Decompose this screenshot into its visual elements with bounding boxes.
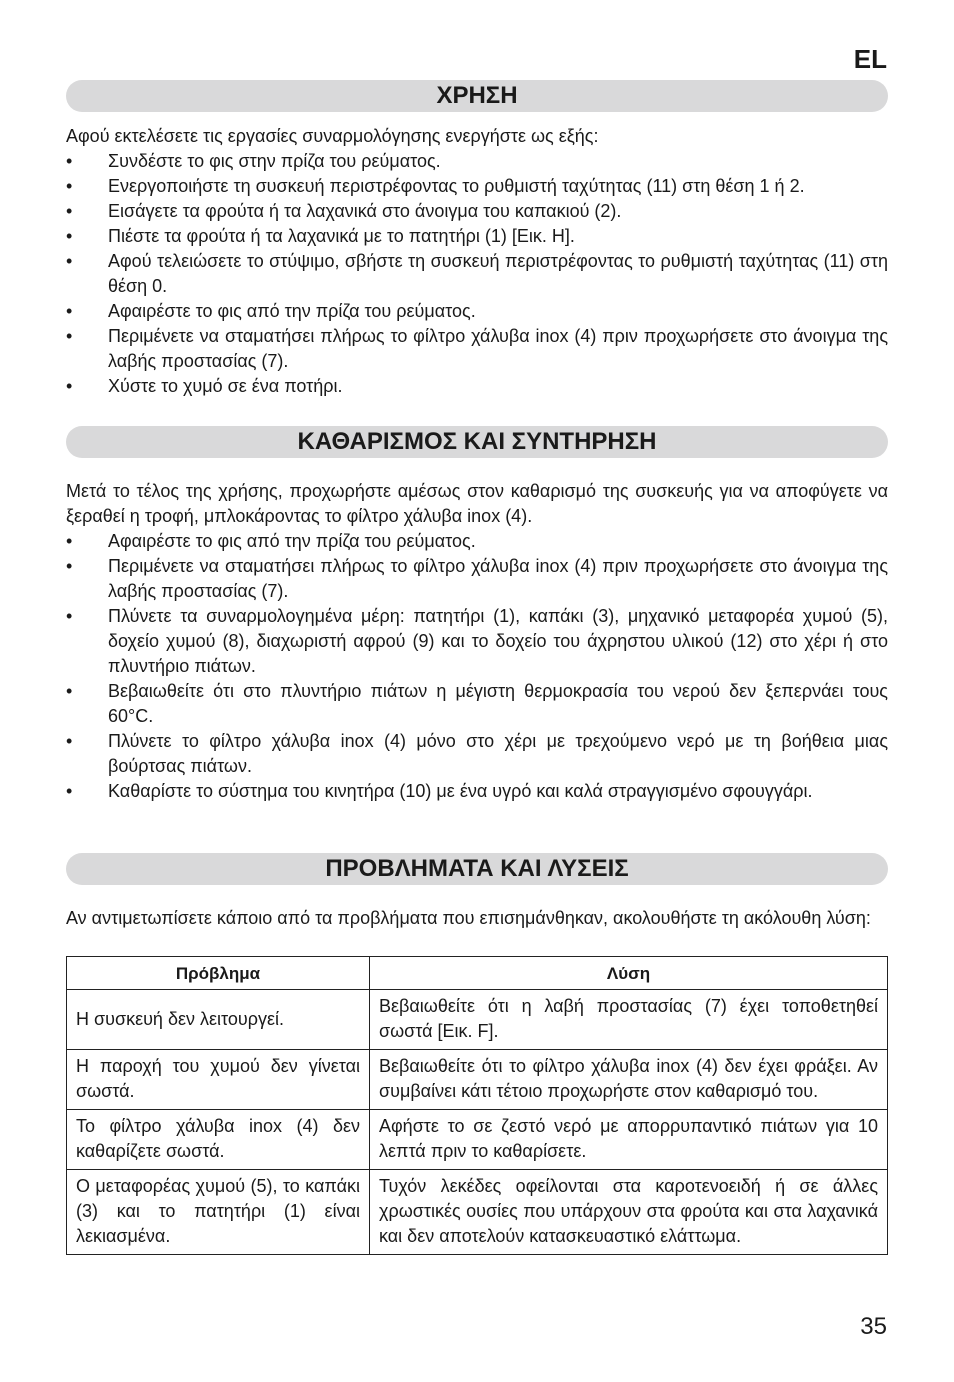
table-row (67, 1050, 888, 1110)
list-item: • Ενεργοποιήστε τη συσκευή περιστρέφοντας το ρυθμιστή ταχύτητας (11) στη θέση 1 ή 2. (66, 174, 888, 199)
cleaning-section (66, 426, 888, 804)
problems-section (66, 853, 888, 1255)
solution-cell: Τυχόν λεκέδες οφείλονται στα καροτενοειδή ή σε άλλες χρωστικές ουσίες που υπάρχουν στα φρούτα και στα λαχανικά και δεν αποτελούν κατασκευαστικό ελάττωμα. (370, 1170, 888, 1255)
problem-cell: Το φίλτρο χάλυβα inox (4) δεν καθαρίζετε σωστά. (67, 1110, 370, 1170)
table-row (67, 1170, 888, 1255)
problems-title: ΠΡΟΒΛΗΜΑΤΑ ΚΑΙ ΛΥΣΕΙΣ (66, 853, 888, 885)
solution-column-header: Λύση (370, 957, 888, 990)
table-header-row (67, 957, 888, 990)
page-number: 35 (860, 1313, 887, 1340)
cleaning-list (66, 529, 888, 804)
list-item: • Καθαρίστε το σύστημα του κινητήρα (10) με ένα υγρό και καλά στραγγισμένο σφουγγάρι. (66, 779, 888, 804)
list-item: • Αφαιρέστε το φις από την πρίζα του ρεύματος. (66, 529, 888, 554)
usage-section (66, 80, 888, 399)
solution-cell: Βεβαιωθείτε ότι η λαβή προστασίας (7) έχει τοποθετηθεί σωστά [Εικ. F]. (370, 990, 888, 1050)
list-item: • Πλύνετε τα συναρμολογημένα μέρη: πατητήρι (1), καπάκι (3), μηχανικό μεταφορέα χυμού (5), δοχείο χυμού (8), διαχωριστή αφρού (9) και το δοχείο του άχρηστου υλικού (12) στο χέρι ή στο πλυντήριο πιάτων. (66, 604, 888, 679)
usage-title: ΧΡΗΣΗ (66, 80, 888, 112)
list-item: • Αφού τελειώσετε το στύψιμο, σβήστε τη συσκευή περιστρέφοντας το ρυθμιστή ταχύτητας (11) στη θέση 0. (66, 249, 888, 299)
list-item: • Χύστε το χυμό σε ένα ποτήρι. (66, 374, 888, 399)
problems-table (66, 956, 888, 1255)
problems-intro: Αν αντιμετωπίσετε κάποιο από τα προβλήματα που επισημάνθηκαν, ακολουθήστε τη ακόλουθη λύση: (66, 908, 871, 928)
problem-column-header: Πρόβλημα (67, 957, 370, 990)
table-row (67, 1110, 888, 1170)
problem-cell: Ο μεταφορέας χυμού (5), το καπάκι (3) και το πατητήρι (1) είναι λεκιασμένα. (67, 1170, 370, 1255)
list-item: • Πιέστε τα φρούτα ή τα λαχανικά με το πατητήρι (1) [Εικ. H]. (66, 224, 888, 249)
problem-cell: Η παροχή του χυμού δεν γίνεται σωστά. (67, 1050, 370, 1110)
usage-list (66, 149, 888, 399)
cleaning-intro: Μετά το τέλος της χρήσης, προχωρήστε αμέσως στον καθαρισμό της συσκευής για να αποφύγετε να ξεραθεί η τροφή, μπλοκάροντας το φίλτρο χάλυβα inox (4). (66, 481, 888, 526)
language-label: EL (853, 44, 887, 74)
table-row (67, 990, 888, 1050)
solution-cell: Βεβαιωθείτε ότι το φίλτρο χάλυβα inox (4) δεν έχει φράξει. Αν συμβαίνει κάτι τέτοιο προχωρήστε στον καθαρισμό του. (370, 1050, 888, 1110)
list-item: • Αφαιρέστε το φις από την πρίζα του ρεύματος. (66, 299, 888, 324)
list-item: • Πλύνετε το φίλτρο χάλυβα inox (4) μόνο στο χέρι με τρεχούμενο νερό με τη βοήθεια μιας βούρτσας πιάτων. (66, 729, 888, 779)
list-item: • Εισάγετε τα φρούτα ή τα λαχανικά στο άνοιγμα του καπακιού (2). (66, 199, 888, 224)
cleaning-title: ΚΑΘΑΡΙΣΜΟΣ ΚΑΙ ΣΥΝΤΗΡΗΣΗ (66, 426, 888, 458)
list-item: • Περιμένετε να σταματήσει πλήρως το φίλτρο χάλυβα inox (4) πριν προχωρήσετε στο άνοιγμα της λαβής προστασίας (7). (66, 324, 888, 374)
problem-cell: Η συσκευή δεν λειτουργεί. (67, 990, 370, 1050)
list-item: • Συνδέστε το φις στην πρίζα του ρεύματος. (66, 149, 888, 174)
solution-cell: Αφήστε το σε ζεστό νερό με απορρυπαντικό πιάτων για 10 λεπτά πριν το καθαρίσετε. (370, 1110, 888, 1170)
list-item: • Βεβαιωθείτε ότι στο πλυντήριο πιάτων η μέγιστη θερμοκρασία του νερού δεν ξεπερνάει τους 60°C. (66, 679, 888, 729)
list-item: • Περιμένετε να σταματήσει πλήρως το φίλτρο χάλυβα inox (4) πριν προχωρήσετε στο άνοιγμα της λαβής προστασίας (7). (66, 554, 888, 604)
usage-intro: Αφού εκτελέσετε τις εργασίες συναρμολόγησης ενεργήστε ως εξής: (66, 126, 599, 146)
